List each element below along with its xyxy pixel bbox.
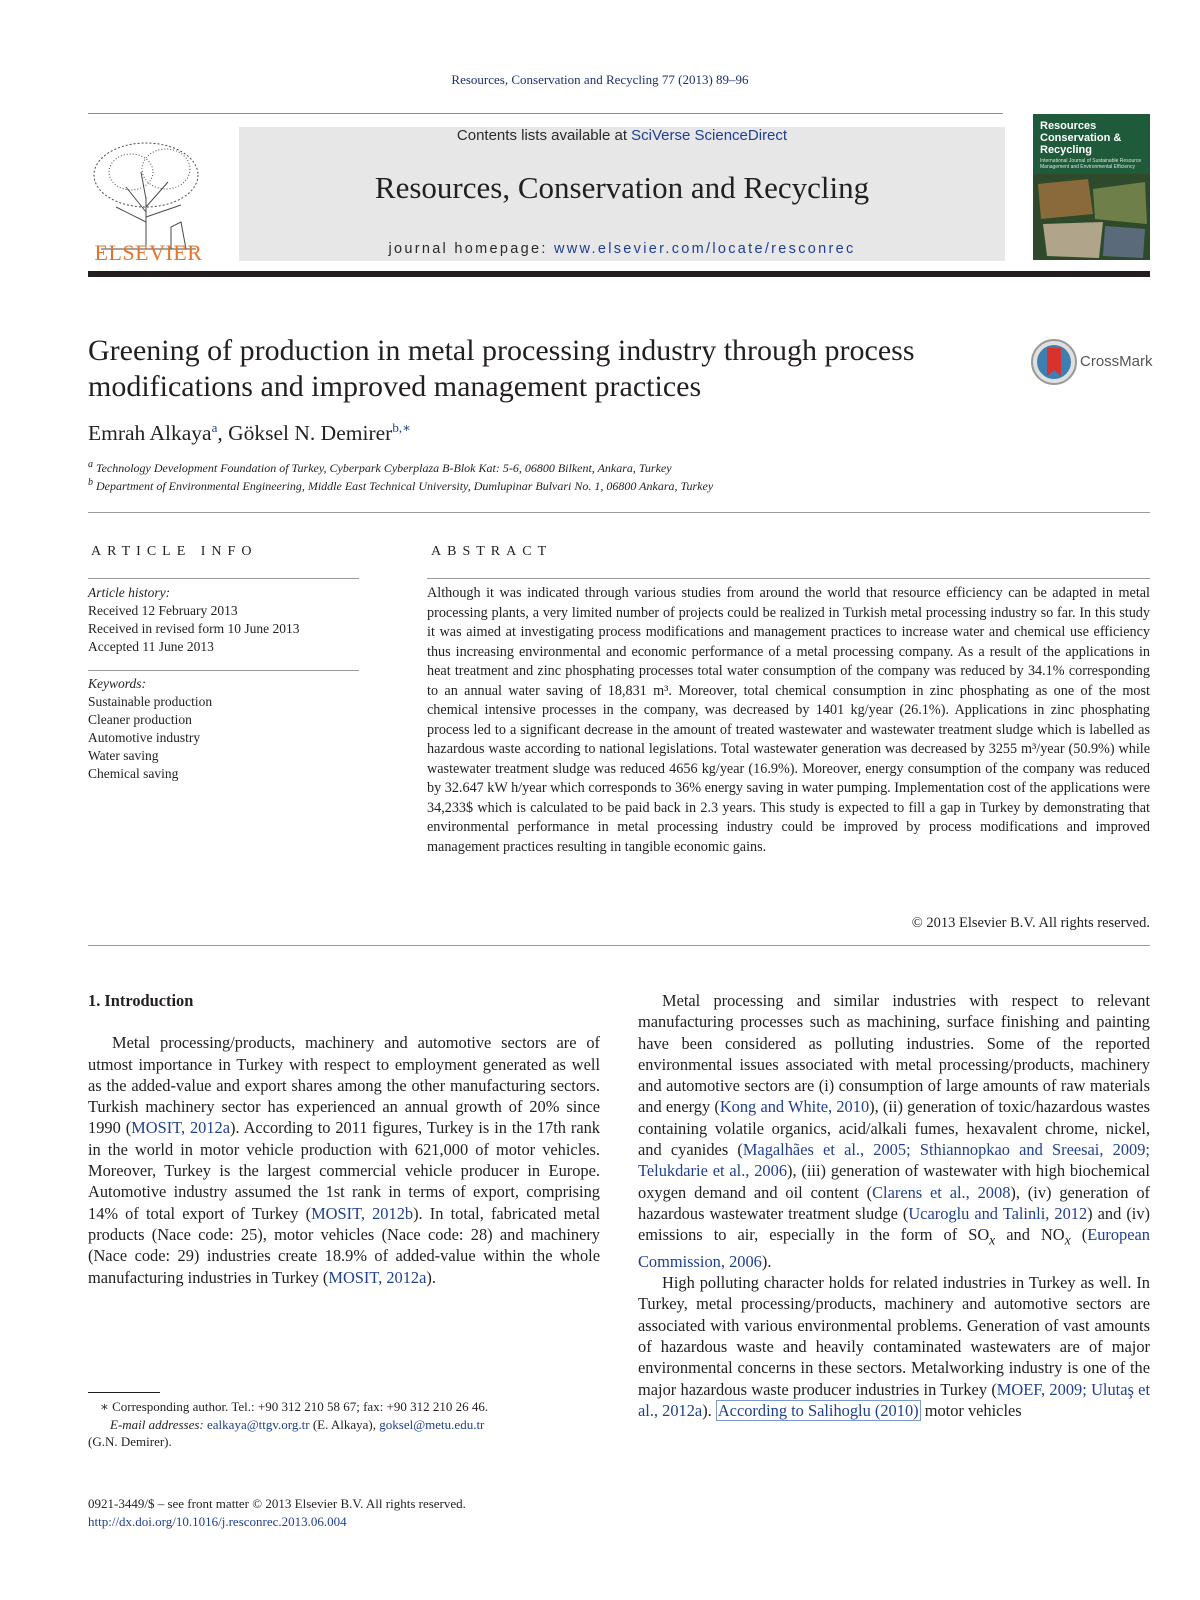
citation-link[interactable]: European Commission, 2006	[638, 1225, 1150, 1271]
journal-title: Resources, Conservation and Recycling	[374, 170, 870, 205]
author-list	[88, 420, 411, 446]
affiliation-a	[88, 459, 672, 476]
body-paragraph: Metal processing and similar industries with respect to relevant manufacturing processes such as machining, surface finishing and painting have been considered as polluting industries. Some of the reported environmental issues associated with metal processing/products, machinery and automotive sectors are (i) consumption of large amounts of raw materials and energy (Kong and White, 2010), (ii) generation of toxic/hazardous wastes containing volatile organics, acid/alkali fumes, hexavalent chrome, nickel, and cyanides (Magalhães et al., 2005; Sthiannopkao and Sreesai, 2009; Telukdarie et al., 2006), (iii) generation of wastewater with high biochemical oxygen demand and oil content (Clarens et al., 2008), (iv) generation of hazardous wastewater treatment sludge (Ucaroglu and Talinli, 2012) and (iv) emissions to air, especially in the form of $SO_x$ and $NO_x$ (European Commission, 2006).	[638, 991, 1151, 1271]
article-history	[88, 584, 299, 656]
abstract-copyright: © 2013 Elsevier B.V. All rights reserved.	[911, 915, 1150, 931]
footnote	[88, 1398, 608, 1451]
doi-link[interactable]: http://dx.doi.org/10.1016/j.resconrec.2013.06.004	[88, 1514, 347, 1529]
author-name[interactable]: Göksel N. Demirer	[228, 421, 393, 446]
keyword-item: Chemical saving	[88, 766, 179, 781]
abstract-rule	[427, 578, 1150, 579]
header-rule	[88, 113, 1003, 114]
crossmark-label[interactable]: CrossMark	[1080, 353, 1153, 370]
citation-link[interactable]: MOSIT, 2012b	[311, 1203, 414, 1223]
sciencedirect-link[interactable]: SciVerse ScienceDirect	[631, 127, 788, 144]
abstract-body: Although it was indicated through various studies from around the world that resource efficiency can be adapted in metal processing plants, a very limited number of projects could be realized in Turkish metal processing industry so far. In this study it was aimed at investigating process modifications and management practices to increase water and chemical use efficiency thus increasing environmental and economic performance of a metal processing company. As a result of the applications in heat treatment and zinc phosphating processes total water consumption of the company was reduced by 34.1% corresponding to an annual water saving of 18,831 m³. Moreover, total chemical consumption in zinc phosphating as one of the most chemical intensive processes in the company, was decreased by 1401 kg/year (26.1%). Applications in zinc phosphating process led to a significant decrease in the amount of treated wastewater and wastewater treatment sludge which is labelled as hazardous waste according to national legislations. Total wastewater generation was decreased by 3255 m³/year (50.9%) while wastewater treatment sludge was reduced 4656 kg/year (16.9%). Moreover, energy consumption of the company was reduced by 32.647 kW h/year which corresponds to 36% energy saving in water pumping. Implementation cost of the applications were 34,233$ which is calculated to be paid back in 2.3 years. This study is expected to fill a gap in Turkey by demonstrating that environmental performance in metal processing industry could be improved by process modifications and improved management practices resulting in tangible economic gains.	[427, 585, 1150, 855]
issn-line: 0921-3449/$ – see front matter © 2013 Elsevier B.V. All rights reserved.	[88, 1496, 466, 1511]
body-paragraph: Metal processing/products, machinery and automotive sectors are of utmost importance in Turkey with respect to employment generated as well as the added-value and export shares among the other manufacturing sectors. Turkish machinery sector has experienced an annual growth of 20% since 1990 (MOSIT, 2012a). According to 2011 figures, Turkey is in the 17th rank in the world in motor vehicle production with 621,000 of motor vehicles. Moreover, Turkey is the largest commercial vehicle producer in Europe. Automotive industry assumed the 1st rank in terms of export, comprising 14% of total export of Turkey (MOSIT, 2012b). In total, fabricated metal products (Nace code: 25), motor vehicles (Nace code: 28) and machinery (Nace code: 29) industries create 18.9% of added-value within the whole manufacturing industries in Turkey (MOSIT, 2012a).	[88, 1033, 601, 1287]
header-thick-rule	[88, 271, 1150, 277]
keywords-list	[88, 675, 212, 783]
citation-link[interactable]: Clarens et al., 2008	[872, 1182, 1011, 1202]
affiliation-mark[interactable]: b,∗	[392, 420, 411, 435]
journal-cover-image	[1033, 114, 1150, 260]
citation-link[interactable]: Kong and White, 2010	[719, 1097, 870, 1117]
body-paragraph: High polluting character holds for related industries in Turkey as well. In Turkey, metal processing/products, machinery and automotive sectors are associated with various environmental problems. Generation of vast amounts of hazardous waste and heavily contaminated wastewaters are of major environmental concerns in these sectors. Metalworking industry is one of the major hazardous waste producer industries in Turkey (MOEF, 2009; Ulutaş et al., 2012a). According to Salihoglu (2010) motor vehicles	[638, 1273, 1150, 1420]
elsevier-wordmark: ELSEVIER	[94, 240, 203, 265]
front-matter	[88, 1495, 466, 1531]
citation-link[interactable]: MOSIT, 2012a	[131, 1118, 231, 1138]
author-name[interactable]: Emrah Alkaya	[88, 421, 212, 446]
affiliation-mark: a	[88, 459, 93, 470]
citation-link[interactable]: MOSIT, 2012a	[328, 1267, 427, 1287]
info-rule	[88, 578, 359, 579]
affiliation-text: Department of Environmental Engineering, Middle East Technical University, Dumlupinar Bulvari No. 1, 06800 Ankara, Turkey	[96, 479, 714, 493]
affiliation-text: Technology Development Foundation of Turkey, Cyberpark Cyberplaza B-Blok Kat: 5-6, 06800 Bilkent, Ankara, Turkey	[96, 461, 672, 475]
section-rule	[88, 512, 1150, 513]
keyword-item: Sustainable production	[88, 694, 213, 709]
footnote-rule	[88, 1392, 160, 1393]
author-separator: ,	[217, 421, 229, 446]
keyword-item: Cleaner production	[88, 712, 192, 727]
citation-link[interactable]: MOEF, 2009; Ulutaş et al., 2012a	[638, 1379, 1150, 1420]
body-column-left	[88, 990, 600, 1288]
article-title: Greening of production in metal processing industry through process modifications and improved management practices	[88, 334, 915, 403]
email-link[interactable]: ealkaya@ttgv.org.tr	[207, 1416, 310, 1432]
footnote-emails: E-mail addresses: ealkaya@ttgv.org.tr (E. Alkaya), goksel@metu.edu.tr	[110, 1416, 485, 1432]
abstract-heading: ABSTRACT	[431, 544, 553, 559]
article-info-heading: ARTICLE INFO	[91, 544, 258, 559]
affiliation-mark[interactable]: a	[211, 420, 218, 435]
history-received: Received 12 February 2013	[88, 603, 238, 618]
history-accepted: Accepted 11 June 2013	[88, 639, 214, 654]
affiliation-b	[88, 477, 713, 494]
cover-subtitle: International Journal of Sustainable Resource Management and Environmental Efficiency	[1040, 158, 1142, 170]
keyword-item: Water saving	[88, 748, 159, 763]
crossmark-icon[interactable]	[1030, 338, 1078, 386]
footnote-corresponding: ∗ Corresponding author. Tel.: +90 312 210 58 67; fax: +90 312 210 26 46.	[100, 1399, 489, 1414]
cover-title: Resources Conservation & Recycling	[1040, 120, 1122, 156]
citation-link[interactable]: Magalhães et al., 2005; Sthiannopkao and Sreesai, 2009; Telukdarie et al., 2006	[638, 1140, 1150, 1181]
journal-citation-link[interactable]: Resources, Conservation and Recycling 77 (2013) 89–96	[451, 72, 749, 87]
keyword-item: Automotive industry	[88, 730, 201, 745]
contents-line: Contents lists available at SciVerse ScienceDirect	[456, 127, 788, 144]
section-heading-introduction: 1. Introduction	[88, 991, 194, 1010]
affiliation-mark: b	[88, 477, 93, 488]
footnote-email-owner: (G.N. Demirer).	[88, 1434, 172, 1449]
body-column-right	[638, 990, 1150, 1421]
email-link[interactable]: goksel@metu.edu.tr	[379, 1416, 485, 1432]
journal-homepage: journal homepage: www.elsevier.com/locate/resconrec	[388, 241, 856, 257]
citation-link[interactable]: Ucaroglu and Talinli, 2012	[908, 1203, 1088, 1223]
section-rule	[88, 945, 1150, 946]
history-label: Article history:	[88, 585, 171, 600]
keywords-label: Keywords:	[88, 676, 146, 691]
cover-photo-collage	[1033, 174, 1150, 260]
info-rule	[88, 670, 359, 671]
homepage-link[interactable]: www.elsevier.com/locate/resconrec	[554, 241, 856, 257]
citation-link-highlighted[interactable]: According to Salihoglu (2010)	[717, 1400, 919, 1420]
history-revised: Received in revised form 10 June 2013	[88, 621, 300, 636]
